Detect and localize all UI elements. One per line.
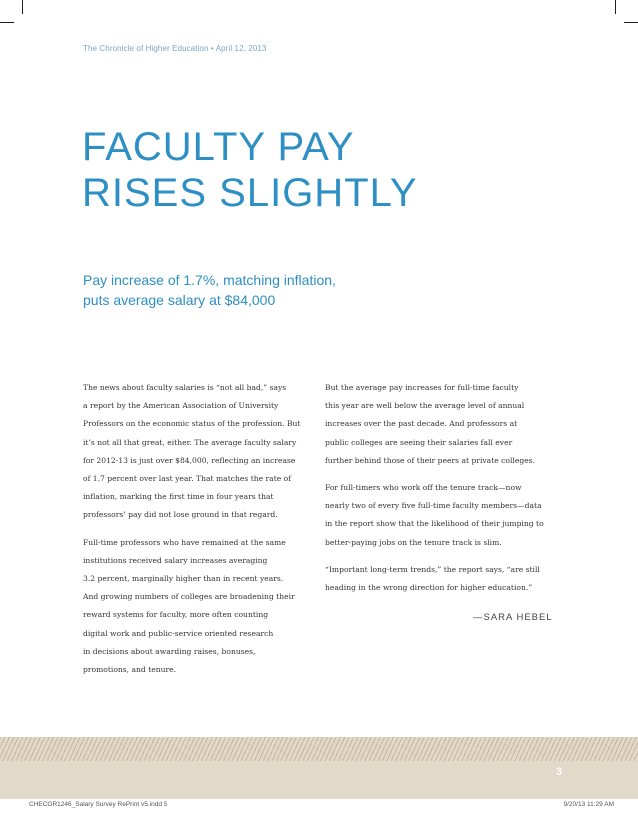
text-line: heading in the wrong direction for higher education.” xyxy=(325,583,533,593)
article-title xyxy=(82,124,418,216)
title-line: FACULTY PAY xyxy=(82,125,355,169)
text-line: it’s not all that great, either. The average faculty salary xyxy=(83,437,297,447)
crop-mark xyxy=(0,22,14,23)
text-line: for 2012-13 is just over $84,000, reflecting an increase xyxy=(83,455,296,465)
text-line: this year are well below the average level of annual xyxy=(325,401,525,411)
byline: —SARA HEBEL xyxy=(473,612,553,623)
text-line: further behind those of their peers at private colleges. xyxy=(325,455,535,465)
crop-mark xyxy=(22,0,23,14)
text-line: nearly two of every five full-time faculty members—data xyxy=(325,501,542,511)
subtitle-line: puts average salary at $84,000 xyxy=(83,292,276,308)
subtitle-line: Pay increase of 1.7%, matching inflation, xyxy=(83,272,336,288)
text-line: And growing numbers of colleges are broadening their xyxy=(83,592,295,602)
paragraph xyxy=(325,379,550,470)
text-line: Professors on the economic status of the profession. But xyxy=(83,419,301,429)
text-line: digital work and public-service oriented research xyxy=(83,628,274,638)
text-line: “Important long-term trends,” the report says, “are still xyxy=(325,564,540,574)
text-line: 3.2 percent, marginally higher than in recent years. xyxy=(83,574,284,584)
text-line: For full-timers who work off the tenure track—now xyxy=(325,483,522,493)
paragraph xyxy=(83,379,313,525)
text-line: Full-time professors who have remained at the same xyxy=(83,537,286,547)
paragraph xyxy=(325,561,550,597)
print-timestamp: 9/20/13 11:29 AM xyxy=(563,801,614,808)
text-line: professors’ pay did not lose ground in that regard. xyxy=(83,510,278,520)
left-column xyxy=(83,379,313,688)
paragraph xyxy=(325,479,550,552)
text-line: But the average pay increases for full-time faculty xyxy=(325,383,519,392)
text-line: in the report show that the likelihood of their jumping to xyxy=(325,519,544,529)
text-line: The news about faculty salaries is “not all bad,” says xyxy=(83,383,287,392)
text-line: increases over the past decade. And professors at xyxy=(325,419,518,429)
text-line: promotions, and tenure. xyxy=(83,665,177,675)
text-line: reward systems for faculty, more often counting xyxy=(83,610,269,620)
text-line: institutions received salary increases averaging xyxy=(83,555,268,565)
crop-mark xyxy=(615,0,616,14)
text-line: in decisions about awarding raises, bonuses, xyxy=(83,646,256,656)
text-line: inflation, marking the first time in four years that xyxy=(83,492,274,502)
page-number: 3 xyxy=(556,766,563,778)
text-line: better-paying jobs on the tenure track is slim. xyxy=(325,537,502,547)
running-head: The Chronicle of Higher Education • April 12, 2013 xyxy=(83,44,267,53)
article-subtitle xyxy=(83,270,336,310)
paragraph xyxy=(83,534,313,680)
crop-mark xyxy=(624,22,638,23)
text-line: public colleges are seeing their salaries fall ever xyxy=(325,437,513,447)
right-column xyxy=(325,379,550,606)
text-line: of 1.7 percent over last year. That matches the rate of xyxy=(83,474,292,484)
text-line: a report by the American Association of University xyxy=(83,401,279,411)
print-slug: CHECOR1246_Salary Survey RePrint v5.indd 5 xyxy=(29,801,168,808)
title-line: RISES SLIGHTLY xyxy=(82,171,418,215)
footer-band xyxy=(0,737,638,799)
hatch-pattern xyxy=(0,737,638,761)
